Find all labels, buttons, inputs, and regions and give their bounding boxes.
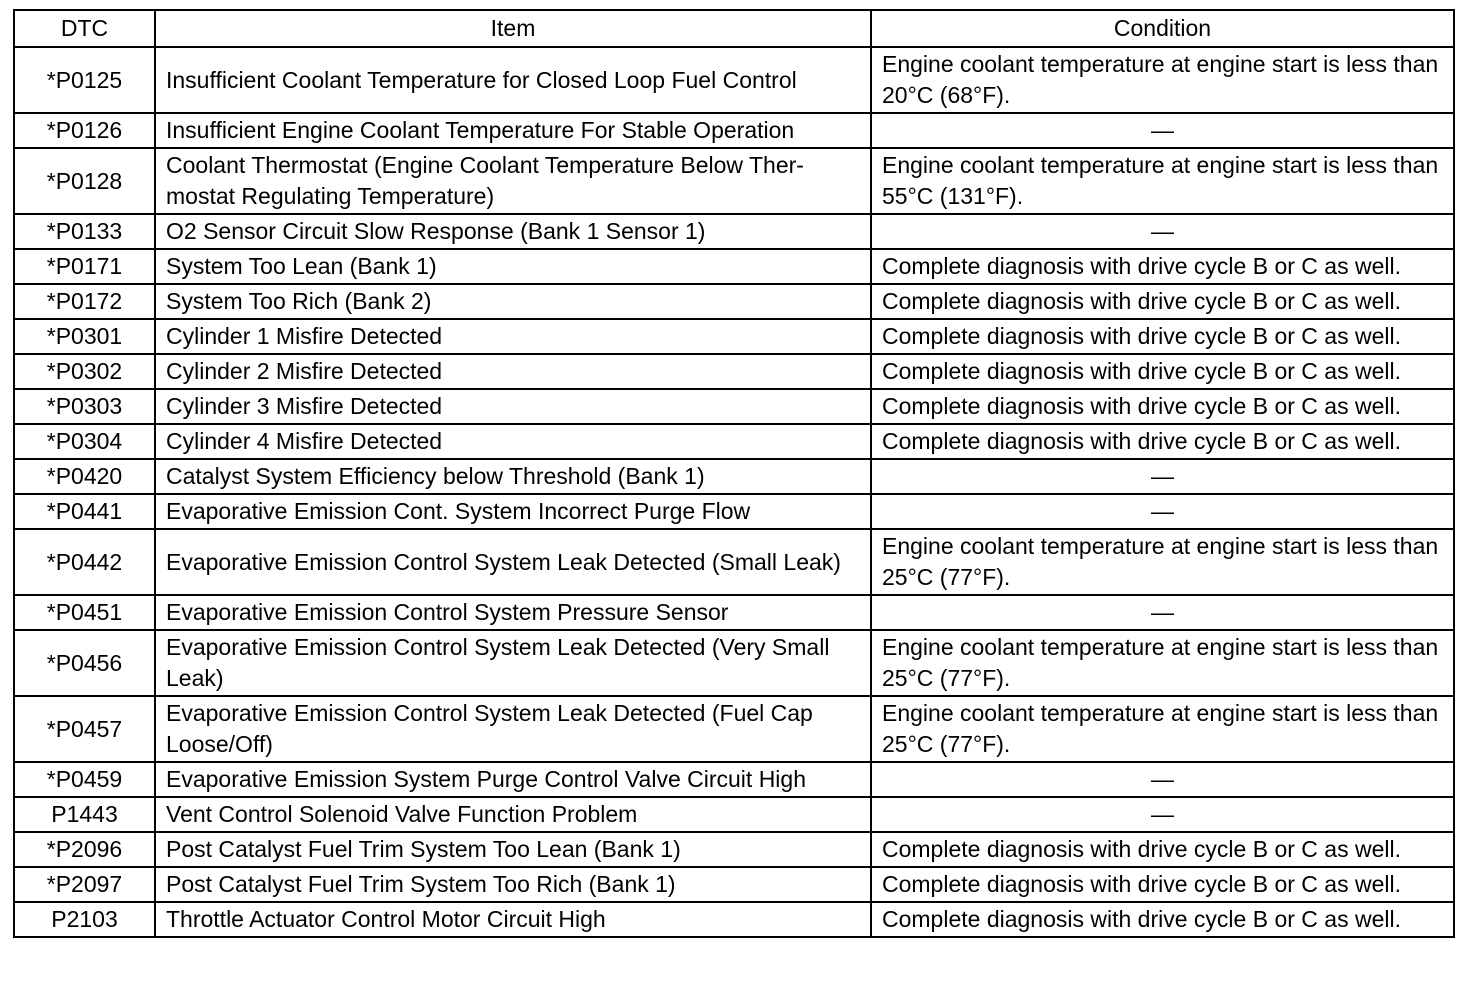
- condition-text: —: [871, 113, 1454, 148]
- item-description: Evaporative Emission Control System Leak Detected (Fuel Cap Loose/Off): [155, 696, 871, 762]
- dtc-code: P2103: [14, 902, 155, 937]
- table-row: [14, 762, 1454, 797]
- item-description: Cylinder 2 Misfire Detected: [155, 354, 871, 389]
- table-row: [14, 354, 1454, 389]
- item-description: System Too Lean (Bank 1): [155, 249, 871, 284]
- dtc-code: *P0126: [14, 113, 155, 148]
- dtc-code: *P0172: [14, 284, 155, 319]
- item-description: Insufficient Engine Coolant Temperature For Stable Operation: [155, 113, 871, 148]
- table-row: [14, 424, 1454, 459]
- dtc-code: *P0125: [14, 47, 155, 113]
- table-header-row: [14, 10, 1454, 47]
- condition-text: —: [871, 494, 1454, 529]
- condition-text: Engine coolant temperature at engine start is less than 25°C (77°F).: [871, 529, 1454, 595]
- dtc-table: [13, 9, 1455, 938]
- item-description: Cylinder 4 Misfire Detected: [155, 424, 871, 459]
- table-row: [14, 867, 1454, 902]
- table-row: [14, 797, 1454, 832]
- condition-text: Engine coolant temperature at engine start is less than 25°C (77°F).: [871, 696, 1454, 762]
- condition-text: Complete diagnosis with drive cycle B or C as well.: [871, 284, 1454, 319]
- condition-text: Complete diagnosis with drive cycle B or C as well.: [871, 389, 1454, 424]
- dtc-code: *P0451: [14, 595, 155, 630]
- item-description: Coolant Thermostat (Engine Coolant Temperature Below Ther-mostat Regulating Temperature): [155, 148, 871, 214]
- dtc-code: *P0456: [14, 630, 155, 696]
- header-item: Item: [155, 10, 871, 47]
- condition-text: Complete diagnosis with drive cycle B or C as well.: [871, 319, 1454, 354]
- condition-text: Complete diagnosis with drive cycle B or C as well.: [871, 424, 1454, 459]
- table-row: [14, 148, 1454, 214]
- dtc-code: *P0457: [14, 696, 155, 762]
- item-description: Evaporative Emission Control System Leak Detected (Small Leak): [155, 529, 871, 595]
- table-row: [14, 595, 1454, 630]
- item-description: Vent Control Solenoid Valve Function Problem: [155, 797, 871, 832]
- item-description: Post Catalyst Fuel Trim System Too Rich (Bank 1): [155, 867, 871, 902]
- dtc-code: *P0171: [14, 249, 155, 284]
- condition-text: Complete diagnosis with drive cycle B or C as well.: [871, 354, 1454, 389]
- table-row: [14, 630, 1454, 696]
- item-description: Post Catalyst Fuel Trim System Too Lean (Bank 1): [155, 832, 871, 867]
- item-description: Cylinder 1 Misfire Detected: [155, 319, 871, 354]
- condition-text: —: [871, 214, 1454, 249]
- condition-text: Engine coolant temperature at engine start is less than 25°C (77°F).: [871, 630, 1454, 696]
- table-row: [14, 696, 1454, 762]
- table-row: [14, 319, 1454, 354]
- item-description: O2 Sensor Circuit Slow Response (Bank 1 Sensor 1): [155, 214, 871, 249]
- table-row: [14, 284, 1454, 319]
- item-description: Insufficient Coolant Temperature for Closed Loop Fuel Control: [155, 47, 871, 113]
- condition-text: Complete diagnosis with drive cycle B or C as well.: [871, 832, 1454, 867]
- dtc-code: *P0441: [14, 494, 155, 529]
- dtc-code: *P0133: [14, 214, 155, 249]
- dtc-code: *P0420: [14, 459, 155, 494]
- item-description: System Too Rich (Bank 2): [155, 284, 871, 319]
- table-row: [14, 113, 1454, 148]
- condition-text: Complete diagnosis with drive cycle B or C as well.: [871, 249, 1454, 284]
- dtc-code: *P0459: [14, 762, 155, 797]
- dtc-code: *P0442: [14, 529, 155, 595]
- dtc-code: *P2096: [14, 832, 155, 867]
- condition-text: Engine coolant temperature at engine start is less than 20°C (68°F).: [871, 47, 1454, 113]
- condition-text: Engine coolant temperature at engine start is less than 55°C (131°F).: [871, 148, 1454, 214]
- dtc-code: *P0303: [14, 389, 155, 424]
- item-description: Throttle Actuator Control Motor Circuit High: [155, 902, 871, 937]
- item-description: Catalyst System Efficiency below Threshold (Bank 1): [155, 459, 871, 494]
- table-row: [14, 494, 1454, 529]
- condition-text: —: [871, 459, 1454, 494]
- item-description: Cylinder 3 Misfire Detected: [155, 389, 871, 424]
- header-dtc: DTC: [14, 10, 155, 47]
- condition-text: —: [871, 595, 1454, 630]
- table-row: [14, 902, 1454, 937]
- table-row: [14, 389, 1454, 424]
- condition-text: —: [871, 762, 1454, 797]
- condition-text: —: [871, 797, 1454, 832]
- table-row: [14, 214, 1454, 249]
- dtc-code: *P2097: [14, 867, 155, 902]
- dtc-code: *P0128: [14, 148, 155, 214]
- table-row: [14, 529, 1454, 595]
- dtc-code: *P0304: [14, 424, 155, 459]
- item-description: Evaporative Emission Control System Pressure Sensor: [155, 595, 871, 630]
- dtc-code: *P0302: [14, 354, 155, 389]
- dtc-code: *P0301: [14, 319, 155, 354]
- dtc-code: P1443: [14, 797, 155, 832]
- table-row: [14, 47, 1454, 113]
- item-description: Evaporative Emission System Purge Control Valve Circuit High: [155, 762, 871, 797]
- item-description: Evaporative Emission Control System Leak Detected (Very Small Leak): [155, 630, 871, 696]
- condition-text: Complete diagnosis with drive cycle B or C as well.: [871, 902, 1454, 937]
- condition-text: Complete diagnosis with drive cycle B or C as well.: [871, 867, 1454, 902]
- item-description: Evaporative Emission Cont. System Incorrect Purge Flow: [155, 494, 871, 529]
- header-condition: Condition: [871, 10, 1454, 47]
- table-row: [14, 832, 1454, 867]
- table-row: [14, 459, 1454, 494]
- table-row: [14, 249, 1454, 284]
